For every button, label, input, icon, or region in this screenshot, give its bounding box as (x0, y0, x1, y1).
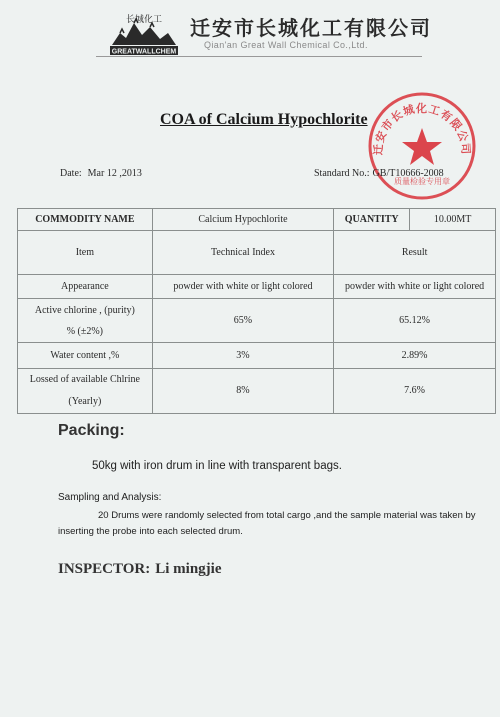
inspector (58, 561, 222, 578)
logo-cn-text: 长城化工 (125, 15, 163, 25)
row-technical-index: 65% (152, 299, 333, 343)
standard-number (314, 168, 444, 179)
table-row (18, 369, 496, 414)
standard-label: Standard No.: (314, 168, 370, 179)
row-item (18, 369, 153, 414)
logo-text: GREATWALLCHEM (111, 48, 177, 56)
table-column-header-row (18, 231, 496, 275)
quantity-label: QUANTITY (334, 209, 410, 231)
table-header-row (18, 209, 496, 231)
row-item: Water content ,% (18, 343, 153, 369)
row-item-line1: Active chlorine , (purity) (34, 304, 135, 316)
row-technical-index: powder with white or light colored (152, 275, 333, 299)
row-technical-index: 8% (152, 369, 333, 414)
row-result: 7.6% (334, 369, 496, 414)
company-name-cn: 迁安市长城化工有限公司 (190, 16, 432, 40)
specification-table (17, 208, 496, 414)
packing-text: 50kg with iron drum in line with transparent bags. (92, 460, 342, 472)
standard-value: GB/T10666-2008 (372, 168, 444, 179)
document-title: COA of Calcium Hypochlorite (160, 111, 368, 128)
column-header-result: Result (334, 231, 496, 275)
row-result: 2.89% (334, 343, 496, 369)
date-label: Date: (60, 168, 82, 179)
commodity-value: Calcium Hypochlorite (152, 209, 333, 231)
table-row (18, 275, 496, 299)
star-icon (402, 128, 442, 165)
column-header-item: Item (18, 231, 153, 275)
row-result: powder with white or light colored (334, 275, 496, 299)
quantity-value: 10.00MT (410, 209, 496, 231)
inspector-label: INSPECTOR: (58, 561, 151, 577)
packing-heading: Packing: (58, 422, 125, 439)
company-logo (108, 11, 180, 57)
table-row (18, 343, 496, 369)
table-row (18, 299, 496, 343)
stamp-sub-text: 质量检验专用章 (394, 177, 450, 186)
sampling-text: 20 Drums were randomly selected from total cargo ,and the sample material was taken by inserting the probe into each selected drum. (58, 510, 476, 537)
row-item-line2: (Yearly) (68, 396, 102, 407)
sampling-heading: Sampling and Analysis: (58, 492, 162, 503)
inspector-name: Li mingjie (155, 561, 222, 577)
column-header-technical-index: Technical Index (152, 231, 333, 275)
row-item (18, 299, 153, 343)
row-result: 65.12% (334, 299, 496, 343)
stamp-text: 迁安市长城化工有限公司 (371, 102, 473, 156)
document-date (60, 168, 142, 179)
date-value: Mar 12 ,2013 (87, 168, 142, 179)
official-stamp (366, 90, 478, 202)
row-technical-index: 3% (152, 343, 333, 369)
header-divider (96, 56, 422, 57)
row-item-line1: Lossed of available Chlrine (29, 374, 140, 385)
company-name-en: Qian'an Great Wall Chemical Co.,Ltd. (204, 40, 368, 50)
row-item-line2: % (±2%) (66, 325, 104, 337)
row-item: Appearance (18, 275, 153, 299)
commodity-label: COMMODITY NAME (18, 209, 153, 231)
